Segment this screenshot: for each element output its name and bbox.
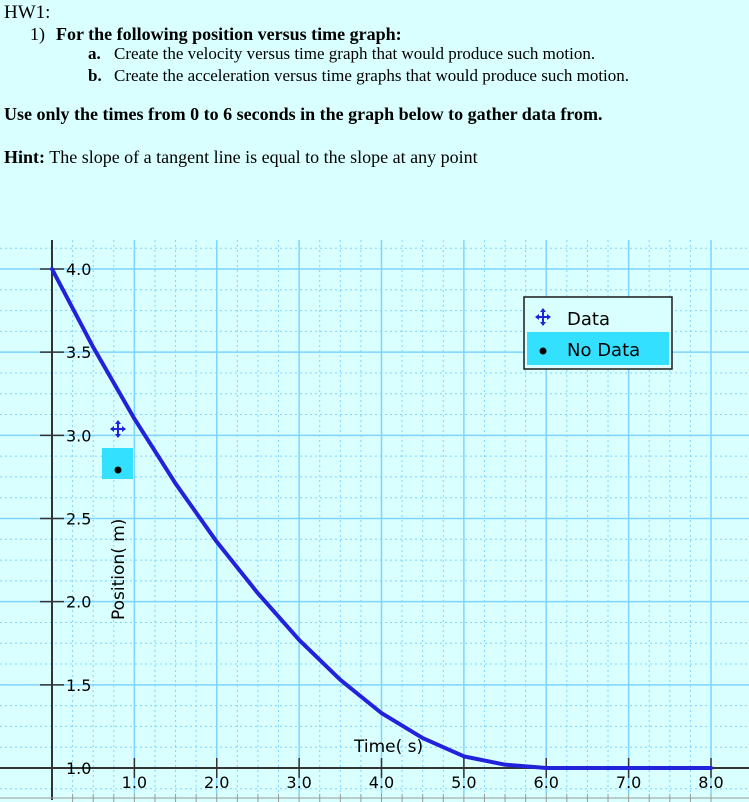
data-point (298, 638, 301, 641)
x-tick-label: 6.0 (533, 773, 559, 792)
item-letter: b. (88, 66, 102, 85)
y-tick-label: 1.0 (66, 759, 92, 778)
x-tick-label: 5.0 (451, 773, 477, 792)
y-tick-label: 2.0 (66, 592, 92, 612)
data-point (174, 482, 177, 485)
no-data-swatch (102, 448, 133, 479)
data-point (92, 346, 95, 349)
x-tick-label: 4.0 (368, 773, 395, 792)
x-tick-label: 2.0 (204, 773, 230, 792)
data-point (627, 767, 630, 770)
x-tick-label: 8.0 (698, 773, 724, 792)
data-point (215, 540, 218, 543)
item-letter: a. (88, 44, 101, 63)
instruction-text: Use only the times from 0 to 6 seconds in the graph below to gather data from. (4, 104, 603, 124)
x-tick-label: 3.0 (286, 773, 312, 792)
question-item-a (88, 44, 595, 64)
dot-icon (115, 467, 122, 474)
hint-line (4, 147, 478, 168)
data-point (339, 678, 342, 681)
homework-title: HW1: (4, 2, 51, 23)
y-tick-label: 3.0 (66, 426, 92, 446)
position-time-chart (0, 232, 749, 802)
x-tick-label: 1.0 (121, 773, 148, 792)
legend (524, 297, 672, 369)
data-point (51, 268, 54, 271)
data-point (545, 767, 548, 770)
y-tick-label: 4.0 (66, 260, 92, 279)
data-point (504, 763, 507, 766)
item-text: Create the velocity versus time graph that would produce such motion. (114, 44, 596, 63)
hint-text: The slope of a tangent line is equal to the slope at any point (49, 147, 478, 167)
data-point (710, 767, 713, 770)
legend-label-data: Data (567, 309, 610, 330)
question-line (30, 24, 402, 45)
y-axis-legend-markers (102, 420, 133, 479)
question-item-b (88, 66, 629, 86)
data-point (133, 417, 136, 420)
y-tick-label: 3.5 (66, 343, 92, 363)
data-point (462, 755, 465, 758)
y-tick-label: 2.5 (66, 509, 92, 529)
legend-label-no-data: No Data (567, 340, 641, 361)
dot-icon (540, 348, 547, 355)
y-axis-title: Position( m) (109, 518, 129, 620)
data-point (256, 592, 259, 595)
hint-label: Hint: (4, 147, 46, 167)
question-text: For the following position versus time graph: (56, 24, 402, 44)
data-point (380, 712, 383, 715)
y-tick-label: 1.5 (66, 675, 92, 695)
x-axis-title: Time( s) (354, 737, 424, 757)
x-tick-label: 7.0 (615, 773, 642, 792)
question-number: 1) (30, 24, 45, 44)
item-text: Create the acceleration versus time graphs that would produce such motion. (114, 66, 630, 85)
